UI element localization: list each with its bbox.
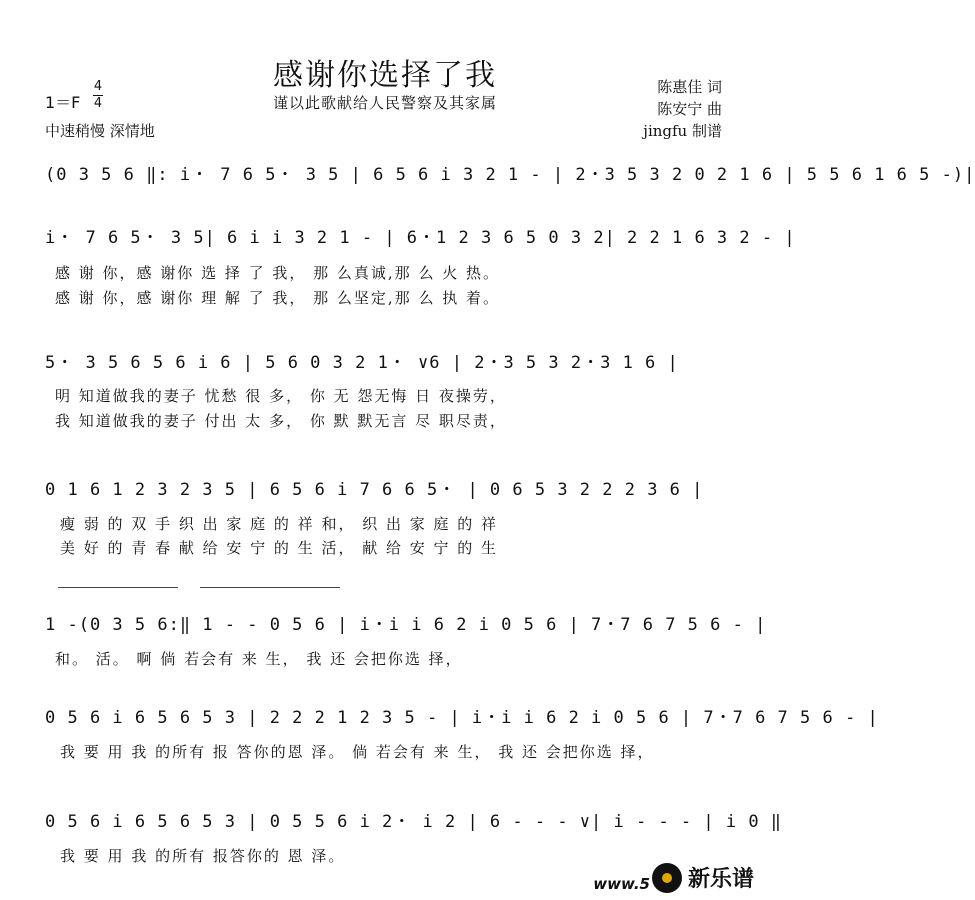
time-signature [93,80,103,111]
lyric-line: 美 好 的 青 春 献 给 安 宁 的 生 活， 献 给 安 宁 的 生 [60,539,499,557]
score-system-3: 5・ 3 5 6 5 6 i 6 | 5 6 0 3 2 1・ ∨6 | 2・3 5 3 2・3 1 6 | [45,353,679,373]
lyric-line: 感 谢 你，感 谢你 选 择 了 我， 那 么真诚,那 么 火 热。 [55,264,500,282]
lyric-line: 瘦 弱 的 双 手 织 出 家 庭 的 祥 和， 织 出 家 庭 的 祥 [60,515,499,533]
site-logo-text: 新乐谱 [687,867,754,892]
score-system-4: 0 1 6 1 2 3 2 3 5 | 6 5 6 i 7 6 6 5・ | 0 6 5 3 2 2 2 3 6 | [45,480,704,500]
score-system-6: 0 5 6 i 6 5 6 5 3 | 2 2 2 1 2 3 5 - | i・i i 6 2 i 0 5 6 | 7・7 6 7 5 6 - | [45,708,879,728]
site-logo [652,862,754,893]
tempo-marking: 中速稍慢 深情地 [45,122,155,140]
volta-2-bracket [200,587,340,588]
key-signature: 1＝F [45,93,81,112]
lyric-line: 我 要 用 我 的所有 报 答你的恩 泽。 倘 若会有 来 生， 我 还 会把你选 择， [60,743,655,761]
watermark-url: www.5 [593,875,650,893]
lyric-line: 和。 活。 啊 倘 若会有 来 生， 我 还 会把你选 择， [55,650,463,668]
song-title: 感谢你选择了我 [273,58,497,93]
lyricist-credit: 陈惠佳 词 [657,78,722,96]
volta-1-bracket [58,587,178,588]
arranger-credit: jingfu 制谱 [643,122,722,140]
score-system-7: 0 5 6 i 6 5 6 5 3 | 0 5 5 6 i 2・ i 2 | 6 - - - ∨| i - - - | i 0 ‖ [45,812,783,832]
composer-credit: 陈安宁 曲 [657,100,722,118]
lyric-line: 我 知道做我的妻子 付出 太 多， 你 默 默无言 尽 职尽责， [55,412,507,430]
score-system-2: i・ 7 6 5・ 3 5| 6 i i 3 2 1 - | 6・1 2 3 6 5 0 3 2| 2 2 1 6 3 2 - | [45,228,796,248]
meter-bottom: 4 [93,96,103,111]
score-system-1: (0 3 5 6 ‖: i・ 7 6 5・ 3 5 | 6 5 6 i 3 2 1 - | 2・3 5 3 2 0 2 1 6 | 5 5 6 1 6 5 -)| [45,165,975,185]
lyric-line: 我 要 用 我 的所有 报答你的 恩 泽。 [60,847,346,865]
vinyl-record-icon [652,863,682,893]
song-subtitle: 谨以此歌献给人民警察及其家属 [272,94,497,112]
score-system-5: 1 -(0 3 5 6:‖ 1 - - 0 5 6 | i・i i 6 2 i 0 5 6 | 7・7 6 7 5 6 - | [45,615,767,635]
lyric-line: 明 知道做我的妻子 忧愁 很 多， 你 无 怨无悔 日 夜操劳， [55,387,507,405]
meter-top: 4 [93,79,103,94]
lyric-line: 感 谢 你，感 谢你 理 解 了 我， 那 么坚定,那 么 执 着。 [55,289,500,307]
